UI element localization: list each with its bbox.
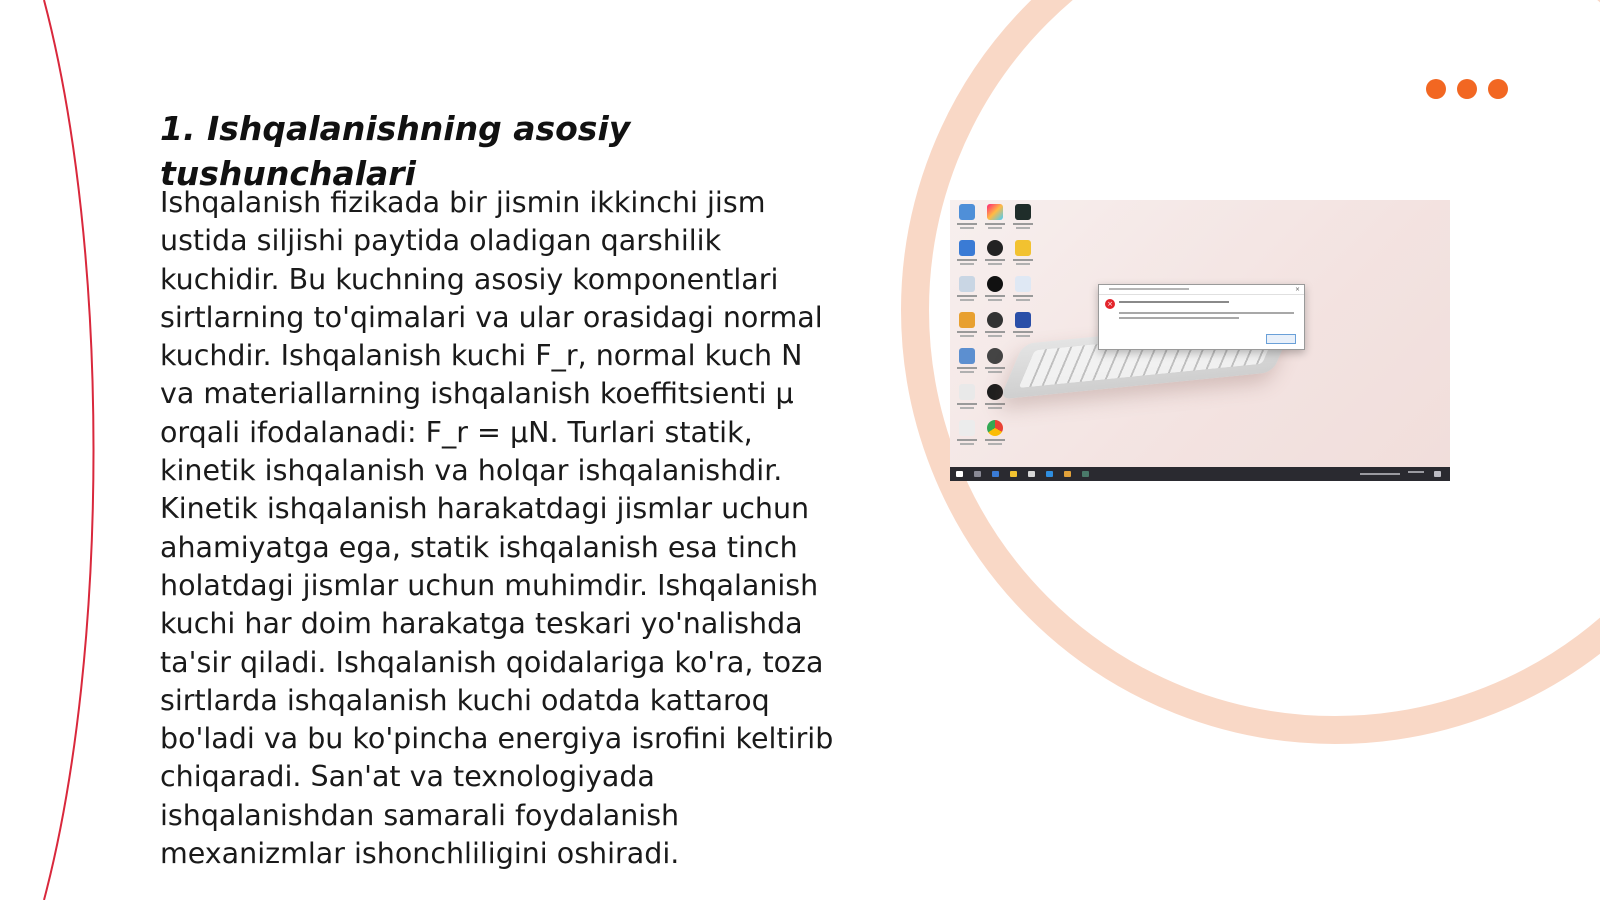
decorative-red-curve (44, 0, 94, 900)
dialog-title-bar (1099, 285, 1304, 295)
taskbar-icon (1028, 471, 1035, 477)
desktop-icon (954, 204, 980, 240)
notification-icon (1434, 471, 1441, 477)
dot-icon (1488, 79, 1508, 99)
desktop-icon (982, 312, 1008, 348)
desktop-icon (982, 420, 1008, 456)
taskbar-icon (1046, 471, 1053, 477)
slide-title: 1. Ishqalanishning asosiy tushunchalari (160, 109, 631, 193)
desktop-icon (982, 276, 1008, 312)
error-icon: × (1105, 299, 1115, 309)
taskbar-icon (974, 471, 981, 477)
taskbar-icon (1010, 471, 1017, 477)
desktop-icon (954, 276, 980, 312)
three-dots-icon (1426, 79, 1508, 99)
desktop-icon-grid (954, 204, 1036, 456)
taskbar-icon (1082, 471, 1089, 477)
desktop-icon (982, 240, 1008, 276)
start-icon (956, 471, 963, 477)
desktop-icon (954, 348, 980, 384)
slide-body-text: Ishqalanish fizikada bir jismin ikkinchi jism ustida siljishi paytida oladigan qarshilik kuchidir. Bu kuchning asosiy komponentlari sirtlarning to'qimalari va ular orasidagi normal kuchdir. Ishqalanish kuchi F_r, normal kuch N va materiallarning ishqalanish koeffitsienti μ orqali ifodalanadi: F_r = μN. Turlari statik, kinetik ishqalanish va holqar ishqalanishdir. Kinetik ishqalanish harakatdagi jismlar uchun ahamiyatga ega, statik ishqalanish esa tinch holatdagi jismlar uchun muhimdir. Ishqalanish kuchi har doim harakatga teskari yo'nalishda ta'sir qiladi. Ishqalanish qoidalariga ko'ra, toza sirtlarda ishqalanish kuchi odatda kattaroq bo'ladi va bu ko'pincha energiya isrofini keltirib chiqaradi. San'at va texnologiyada ishqalanishdan samarali foydalanish mexanizmlar ishonchliligini oshiradi. (160, 186, 834, 871)
dot-icon (1426, 79, 1446, 99)
desktop-icon (954, 312, 980, 348)
desktop-icon (982, 348, 1008, 384)
desktop-icon (954, 420, 980, 456)
desktop-icon (954, 384, 980, 420)
clock (1408, 471, 1424, 473)
desktop-icon (1010, 276, 1036, 312)
dialog-text-line (1119, 312, 1294, 314)
system-tray (1360, 473, 1400, 475)
desktop-icon (1010, 204, 1036, 240)
taskbar (950, 467, 1450, 481)
desktop-background (950, 200, 1450, 467)
desktop-screenshot-image (950, 200, 1450, 481)
desktop-icon (954, 240, 980, 276)
taskbar-icon (992, 471, 999, 477)
dialog-text-line (1119, 301, 1229, 303)
dialog-ok-button (1266, 334, 1296, 344)
taskbar-icon (1064, 471, 1071, 477)
dot-icon (1457, 79, 1477, 99)
desktop-icon (1010, 240, 1036, 276)
error-dialog (1098, 284, 1305, 350)
desktop-icon (982, 204, 1008, 240)
dialog-text-line (1119, 317, 1239, 319)
close-icon: × (1294, 286, 1300, 293)
